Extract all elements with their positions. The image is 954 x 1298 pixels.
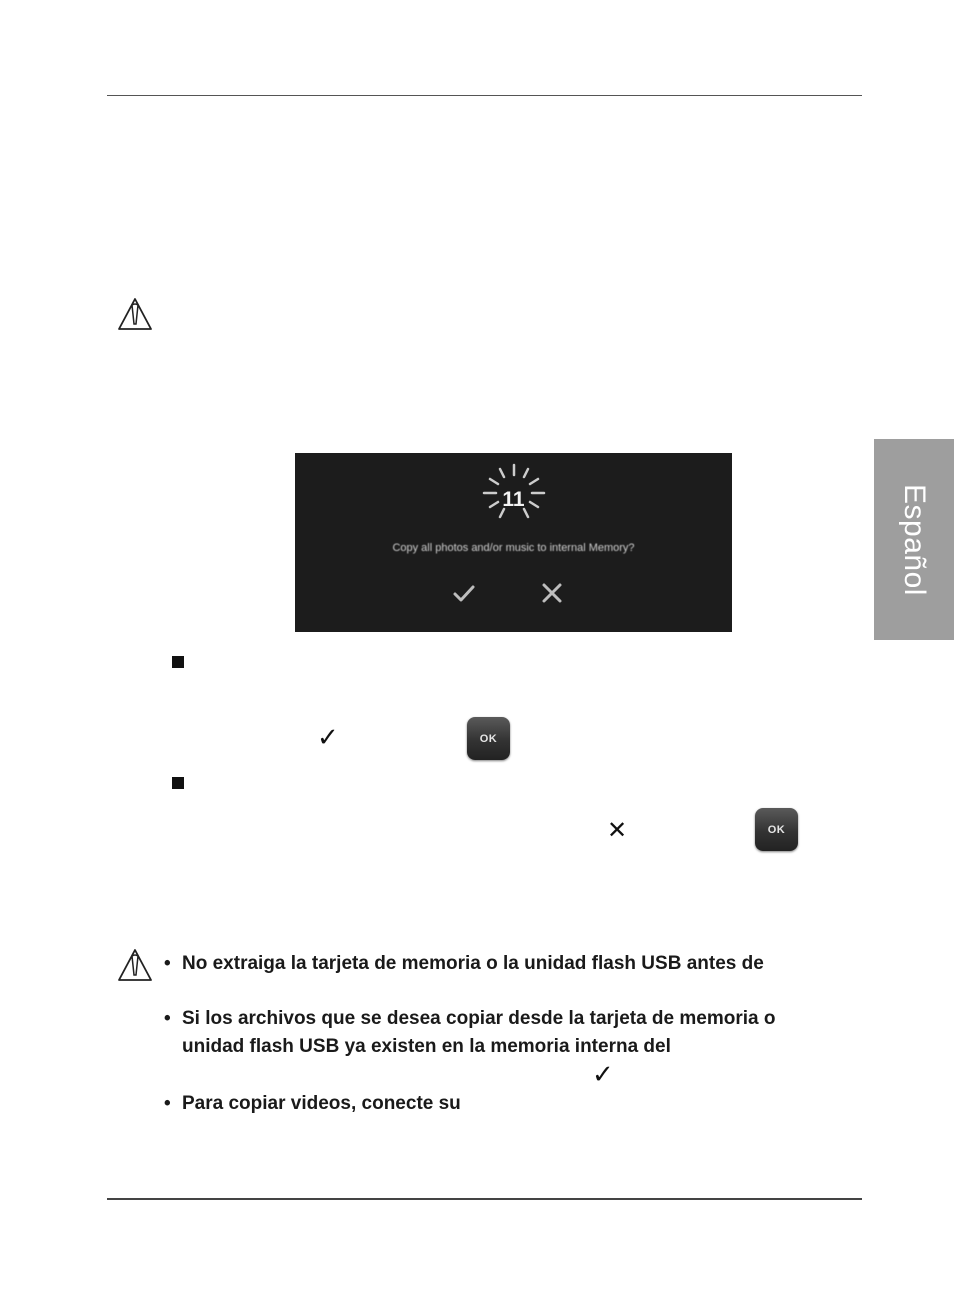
ok-button[interactable]: OK [467, 717, 510, 760]
warning-icon [117, 948, 153, 982]
x-icon[interactable] [540, 581, 564, 605]
check-symbol: ✓ [317, 723, 339, 753]
countdown-number: 11 [502, 488, 525, 511]
note-text: unidad flash USB ya existen en la memoria interna del [182, 1036, 671, 1057]
language-tab-label: Español [898, 483, 931, 596]
note-text: No extraiga la tarjeta de memoria o la unidad flash USB antes de [182, 953, 764, 974]
note-bullet: • [164, 953, 171, 974]
note-bullet: • [164, 1093, 171, 1114]
warning-icon [117, 297, 153, 331]
note-bullet: • [164, 1008, 171, 1029]
x-symbol: ✕ [607, 816, 628, 844]
note-text: Para copiar videos, conecte su [182, 1093, 461, 1114]
header-rule [107, 95, 862, 96]
ok-button[interactable]: OK [755, 808, 798, 851]
footer-rule [107, 1198, 862, 1200]
step-bullet [172, 777, 184, 789]
check-symbol: ✓ [592, 1060, 614, 1090]
step-bullet [172, 656, 184, 668]
copy-question-text: Copy all photos and/or music to internal Memory? [392, 542, 635, 554]
note-text: Si los archivos que se desea copiar desde la tarjeta de memoria o [182, 1008, 776, 1029]
language-tab[interactable] [874, 439, 954, 640]
check-icon[interactable] [452, 581, 476, 605]
device-screen-dialog [295, 453, 732, 632]
